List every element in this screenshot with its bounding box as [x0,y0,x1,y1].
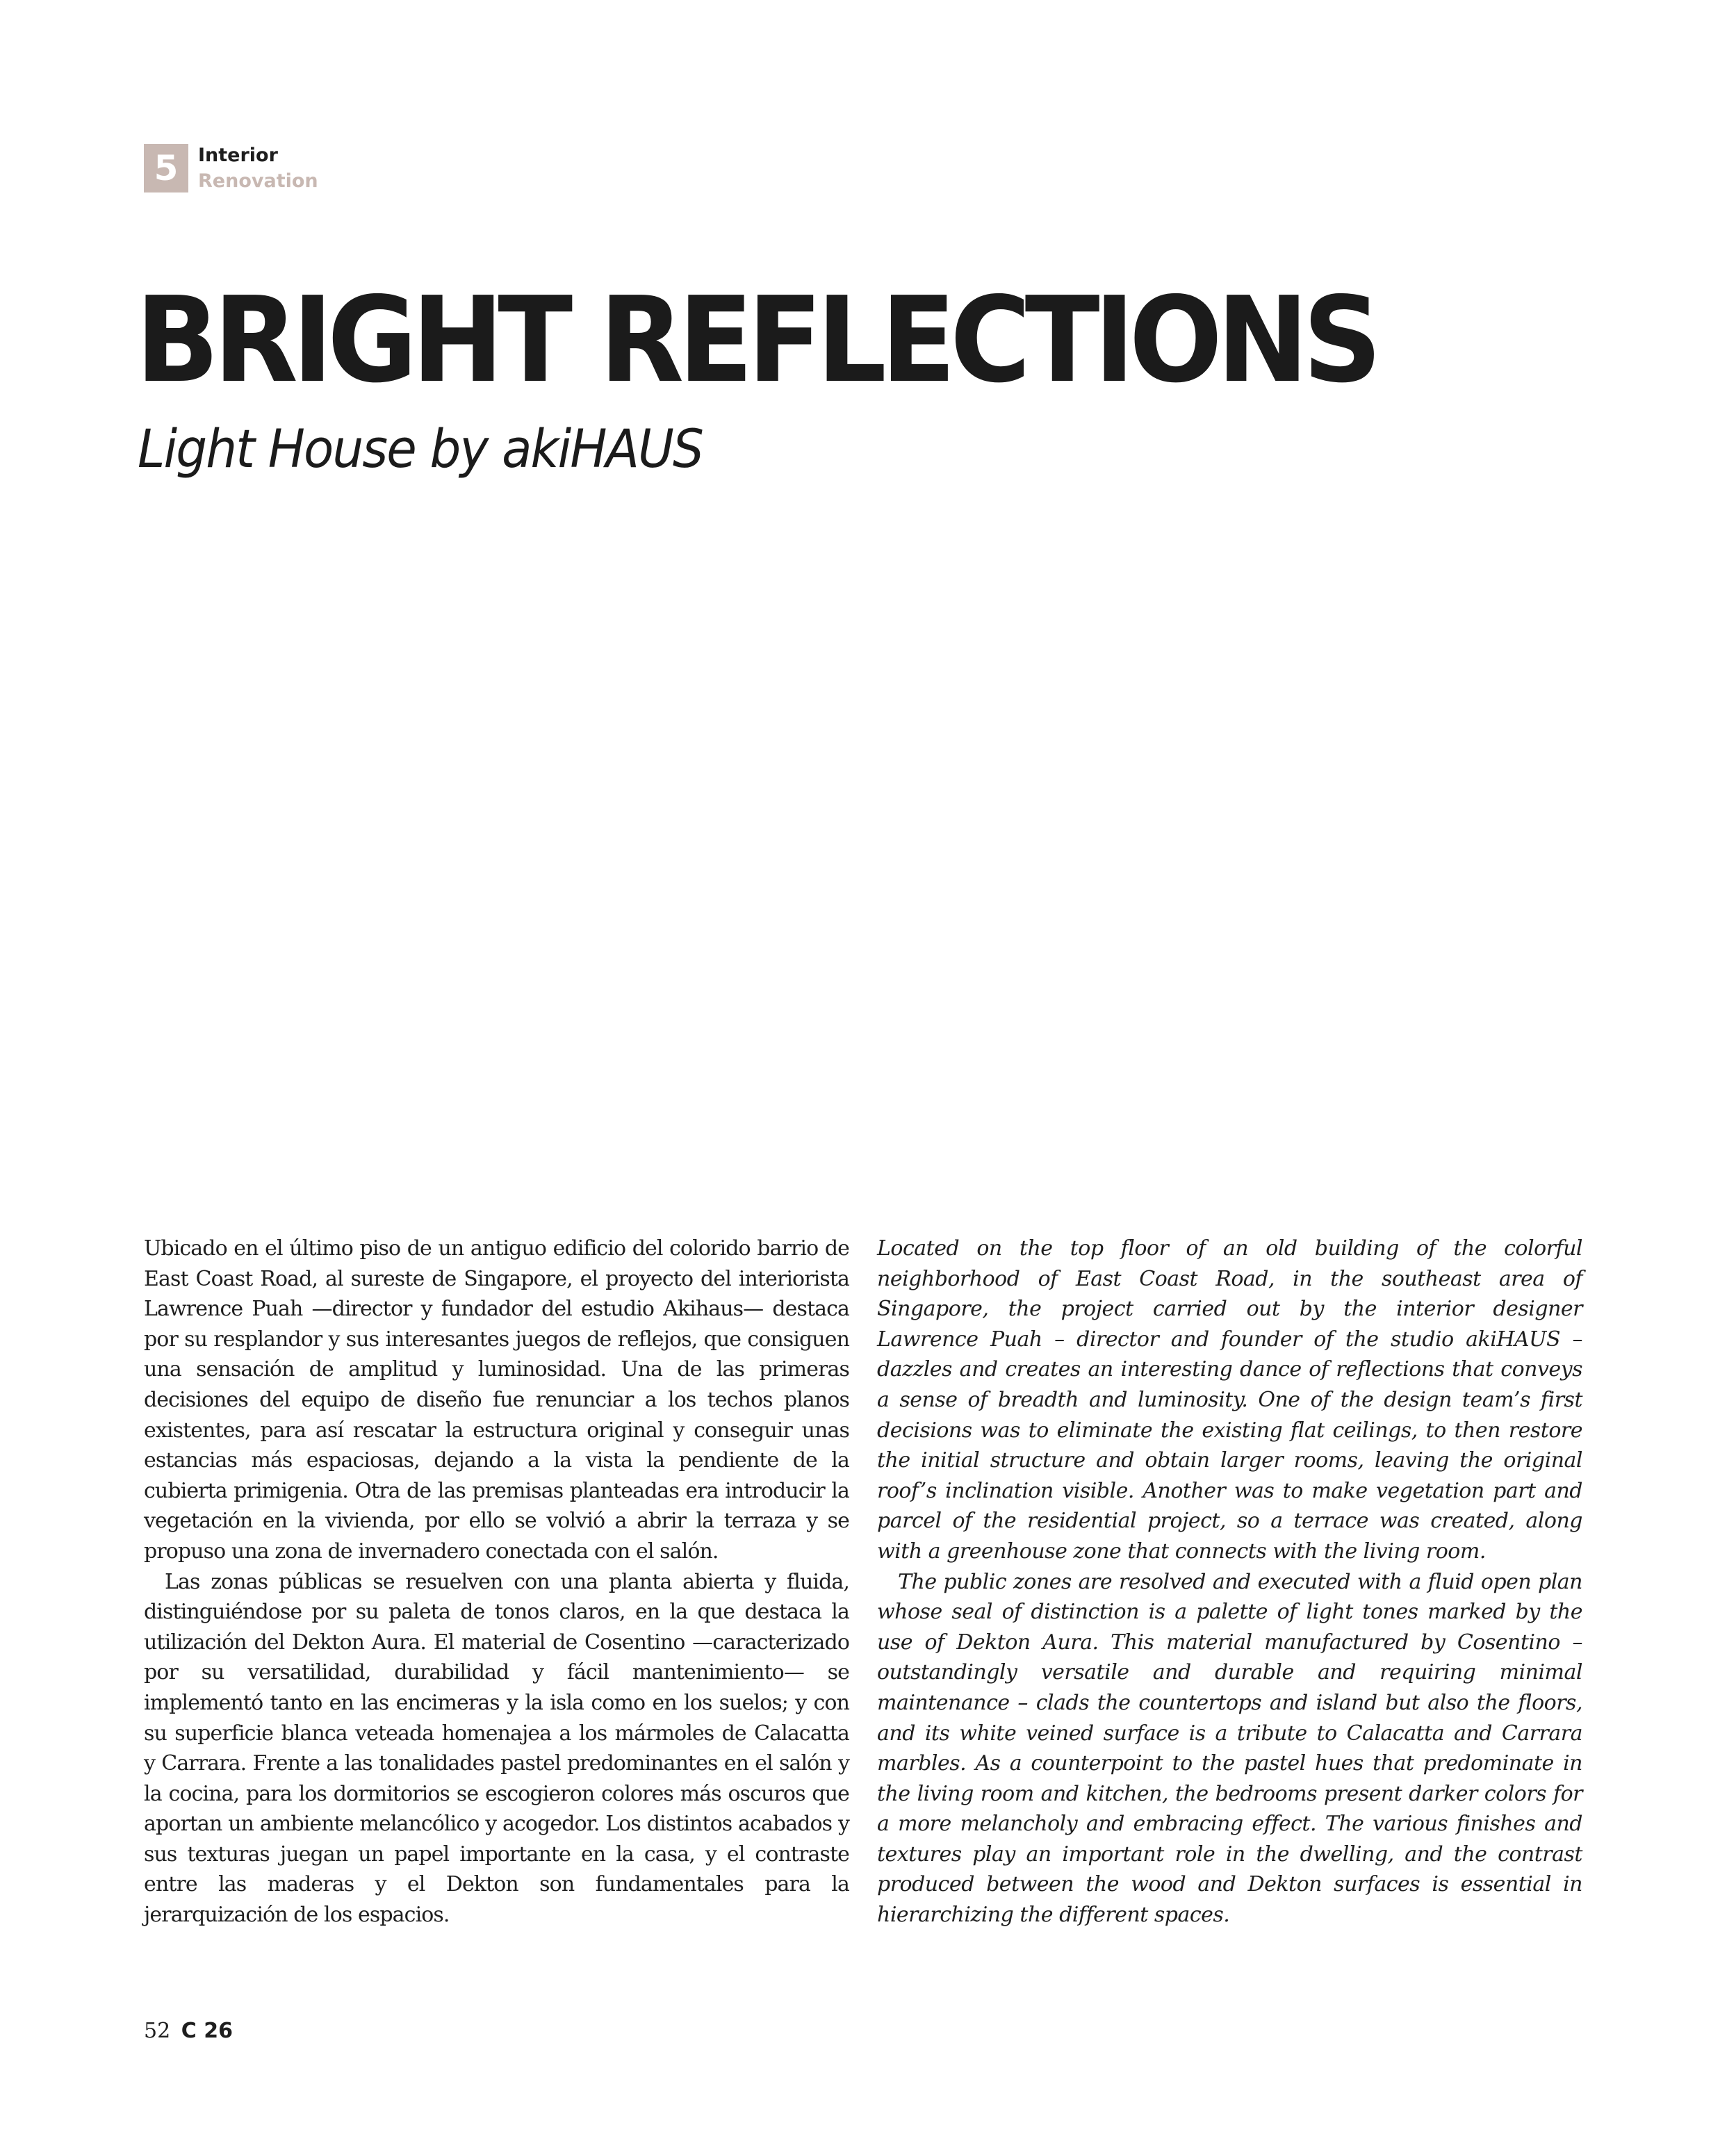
page-number: 52 [144,2019,171,2043]
section-label-renovation: Renovation [198,170,318,192]
magazine-issue: C 26 [181,2019,233,2043]
body-column-spanish [144,1233,849,1930]
article-subtitle: Light House by akiHAUS [138,418,703,479]
spanish-paragraph: Ubicado en el último piso de un antiguo edificio del colorido barrio de East Coast Road, al sureste de Singapore, el proyecto del interiorista Lawrence Puah —director y fundador del estudio Akihaus— destaca por su resplandor y sus interesantes juegos de reflejos, que consiguen una sensación de amplitud y luminosidad. Una de las primeras decisiones del equipo de diseño fue renunciar a los techos planos existentes, para así rescatar la estructura original y conseguir unas estancias más espaciosas, dejando a la vista la pendiente de la cubierta primigenia. Otra de las premisas planteadas era introducir la vegetación en la vivienda, por ello se volvió a abrir la terraza y se propuso una zona de invernadero conectada con el salón. [144,1236,849,1564]
section-tag [144,144,318,194]
page-footer [144,2019,233,2043]
english-paragraph: Located on the top floor of an old building of the colorful neighborhood of East Coast Road, in the southeast area of Singapore, the project carried out by the interior designer Lawrence Puah – director and founder of the studio akiHAUS – dazzles and creates an interesting dance of reflections that conveys a sense of breadth and luminosity. One of the design team’s first decisions was to eliminate the existing flat ceilings, to then restore the initial structure and obtain larger rooms, leaving the original roof’s inclination visible. Another was to make vegetation part and parcel of the residential project, so a terrace was created, along with a greenhouse zone that connects with the living room. [877,1236,1582,1564]
article-title: BRIGHT REFLECTIONS [136,272,1377,409]
section-label-interior: Interior [198,145,278,166]
english-paragraph: The public zones are resolved and executed with a fluid open plan whose seal of distinction is a palette of light tones marked by the use of Dekton Aura. This material manufactured by Cosentino – outstandingly versatile and durable and requiring minimal maintenance – clads the countertops and island but also the floors, and its white veined surface is a tribute to Calacatta and Carrara marbles. As a counterpoint to the pastel hues that predominate in the living room and kitchen, the bedrooms present darker colors for a more melancholy and embracing effect. The various finishes and textures play an important role in the dwelling, and the contrast produced between the wood and Dekton surfaces is essential in hierarchizing the different spaces. [877,1569,1582,1928]
section-labels [198,142,318,194]
section-number-badge: 5 [144,144,188,192]
body-column-english [877,1233,1582,1930]
spanish-paragraph: Las zonas públicas se resuelven con una planta abierta y fluida, distinguiéndose por su paleta de tonos claros, en la que destaca la utilización del Dekton Aura. El material de Cosentino —caracterizado por su versatilidad, durabilidad y fácil mantenimiento— se implementó tanto en las encimeras y la isla como en los suelos; y con su superficie blanca veteada homenajea a los mármoles de Calacatta y Carrara. Frente a las tonalidades pastel predominantes en el salón y la cocina, para los dormitorios se escogieron colores más oscuros que aportan un ambiente melancólico y acogedor. Los distintos acabados y sus texturas juegan un papel importante en la casa, y el contraste entre las maderas y el Dekton son fundamentales para la jerarquización de los espacios. [144,1569,849,1928]
